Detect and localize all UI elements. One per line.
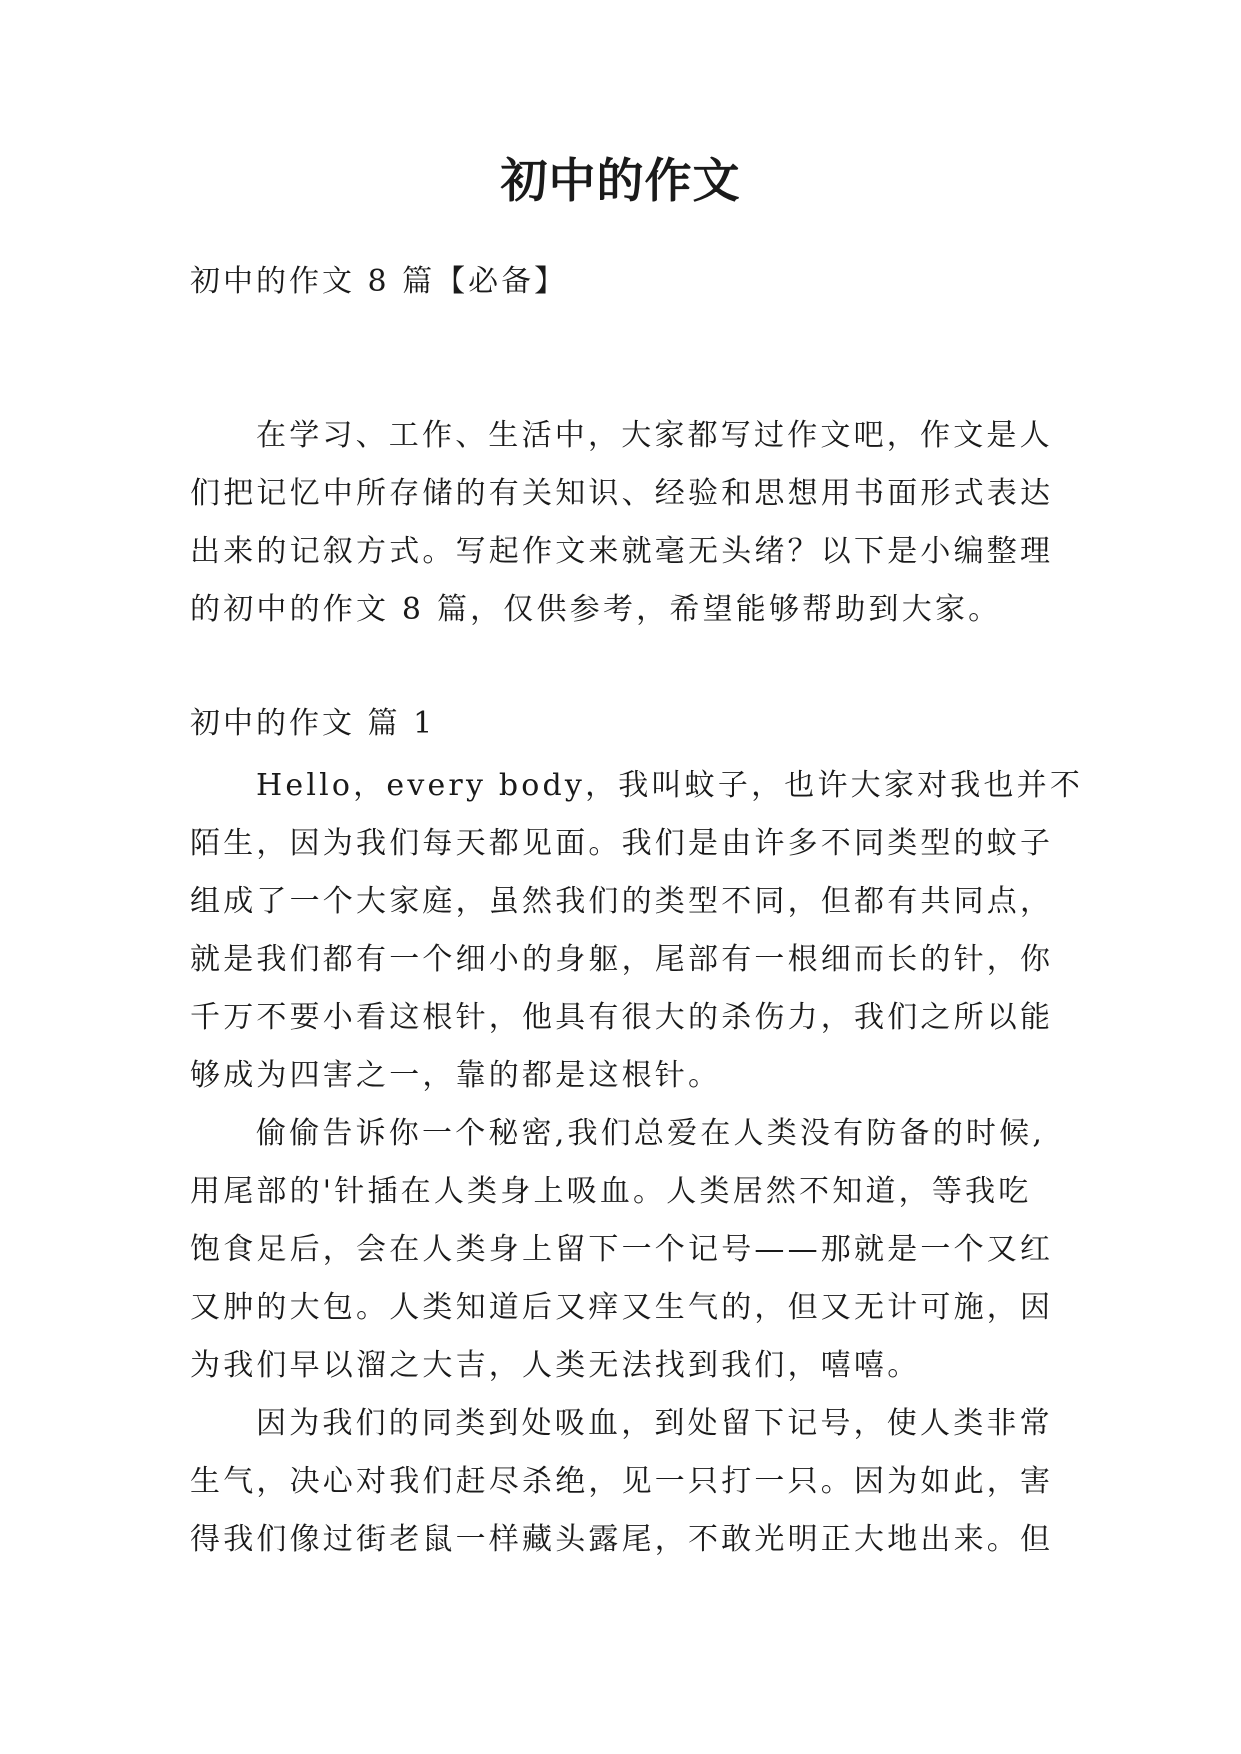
body-line: 组成了一个大家庭，虽然我们的类型不同，但都有共同点， (190, 884, 1054, 919)
body-line: 生气，决心对我们赶尽杀绝，见一只打一只。因为如此，害 (190, 1464, 1054, 1499)
body-line: 因为我们的同类到处吸血，到处留下记号，使人类非常 (256, 1406, 1053, 1441)
essay-body (190, 757, 1084, 1569)
body-line: 得我们像过街老鼠一样藏头露尾，不敢光明正大地出来。但 (190, 1522, 1054, 1557)
intro-paragraph (190, 407, 1060, 639)
body-line: 为我们早以溜之大吉，人类无法找到我们，嘻嘻。 (190, 1348, 921, 1383)
body-line: 陌生，因为我们每天都见面。我们是由许多不同类型的蚊子 (190, 826, 1054, 861)
document-subtitle: 初中的作文 8 篇【必备】 (190, 264, 568, 299)
intro-line: 们把记忆中所存储的有关知识、经验和思想用书面形式表达 (190, 476, 1054, 511)
intro-line: 在学习、工作、生活中，大家都写过作文吧，作文是人 (256, 418, 1053, 453)
body-line: Hello，every body，我叫蚊子，也许大家对我也并不 (256, 768, 1084, 803)
document-title: 初中的作文 (500, 154, 741, 209)
body-line: 就是我们都有一个细小的身躯，尾部有一根细而长的针，你 (190, 942, 1054, 977)
body-line: 又肿的大包。人类知道后又痒又生气的，但又无计可施，因 (190, 1290, 1054, 1325)
body-line: 千万不要小看这根针，他具有很大的杀伤力，我们之所以能 (190, 1000, 1054, 1035)
body-line: 饱食足后，会在人类身上留下一个记号——那就是一个又红 (190, 1232, 1054, 1267)
intro-line: 出来的记叙方式。写起作文来就毫无头绪？以下是小编整理 (190, 534, 1054, 569)
body-line: 偷偷告诉你一个秘密,我们总爱在人类没有防备的时候, (256, 1116, 1046, 1151)
intro-line: 的初中的作文 8 篇，仅供参考，希望能够帮助到大家。 (190, 592, 1002, 627)
body-line: 够成为四害之一，靠的都是这根针。 (190, 1058, 722, 1093)
body-line: 用尾部的'针插在人类身上吸血。人类居然不知道，等我吃 (190, 1174, 1032, 1209)
section-heading: 初中的作文 篇 1 (190, 706, 436, 741)
